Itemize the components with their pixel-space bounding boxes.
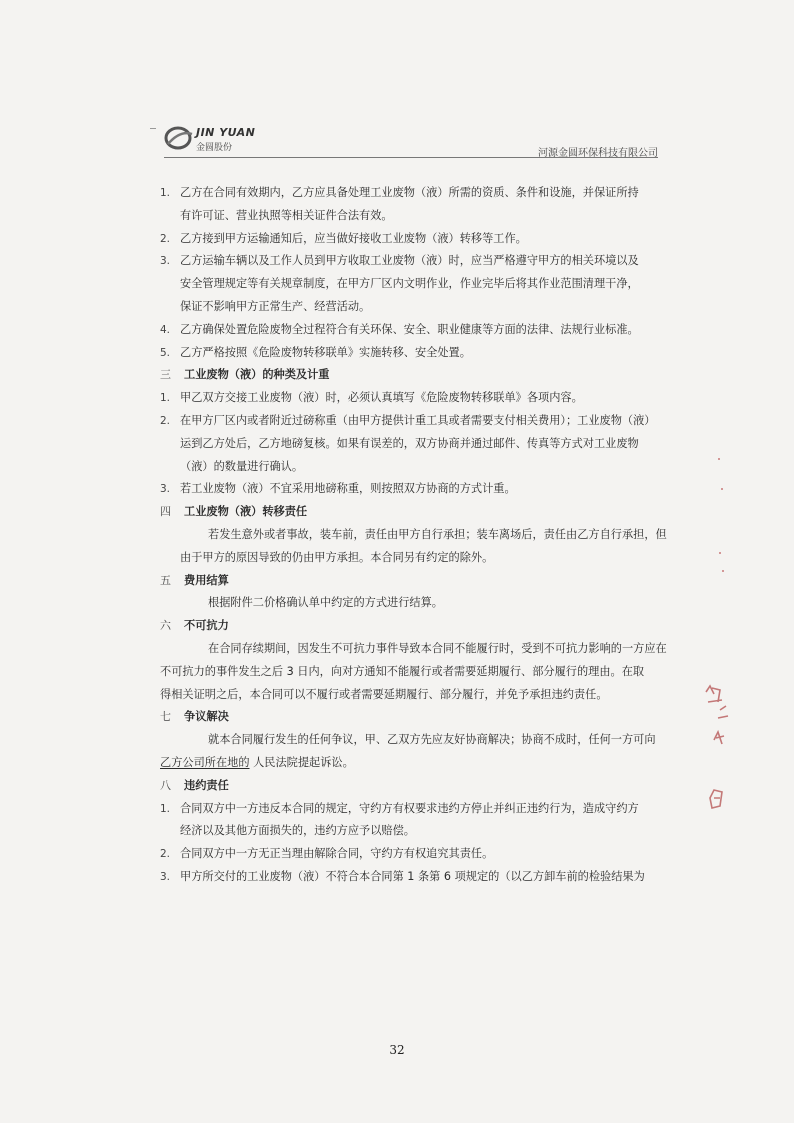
- seal-fragment-stamp: [700, 680, 740, 820]
- section-heading: [160, 775, 658, 798]
- contract-line: [160, 866, 658, 889]
- section-number: 六: [160, 619, 171, 633]
- item-number: 3.: [160, 870, 171, 883]
- section-heading: [160, 570, 658, 593]
- item-number: 1.: [160, 392, 171, 405]
- line-text: [160, 752, 658, 775]
- line-text: 由于甲方的原因导致的仍由甲方承担。本合同另有约定的除外。: [180, 550, 494, 564]
- item-number: 5.: [160, 346, 171, 359]
- contract-line: [160, 228, 658, 251]
- line-text: 合同双方中一方违反本合同的规定，守约方有权要求违约方停止并纠正违约行为，造成守约方: [180, 801, 639, 815]
- line-text: 安全管理规定等有关规章制度，在甲方厂区内文明作业，作业完毕后将其作业范围清理干净，: [180, 277, 639, 291]
- section-title: 不可抗力: [184, 619, 229, 633]
- line-text: 乙方确保处置危险废物全过程符合有关环保、安全、职业健康等方面的法律、法规行业标准。: [180, 322, 639, 336]
- line-text-rest: 人民法院提起诉讼。: [249, 755, 354, 769]
- section-title: 争议解决: [184, 710, 229, 724]
- contract-line: [160, 273, 658, 296]
- contract-line: [160, 592, 658, 615]
- page-number: 32: [389, 1043, 405, 1057]
- line-text: 乙方在合同有效期内，乙方应具备处理工业废物（液）所需的资质、条件和设施，并保证所持: [180, 186, 639, 199]
- contract-line: [160, 843, 658, 866]
- contract-line: [160, 433, 658, 456]
- contract-line: [160, 524, 667, 547]
- contract-line: [160, 410, 658, 433]
- logo-text-cn: 金圆股份: [196, 143, 233, 153]
- item-number: 1.: [160, 802, 171, 815]
- contract-line: [160, 684, 658, 707]
- section-title: 工业废物（液）的种类及计重: [184, 368, 330, 382]
- section-title: 费用结算: [184, 573, 229, 587]
- company-name: 河源金圆环保科技有限公司: [538, 148, 658, 159]
- contract-line: [160, 638, 667, 661]
- line-text: 在合同存续期间，因发生不可抗力事件导致本合同不能履行时，受到不可抗力影响的一方应在: [208, 641, 667, 655]
- contract-line: [160, 296, 658, 319]
- item-number: 4.: [160, 323, 171, 336]
- line-text: 就本合同履行发生的任何争议，甲、乙双方先应友好协商解决；协商不成时，任何一方可向: [208, 733, 656, 747]
- line-text: 甲方所交付的工业废物（液）不符合本合同第 1 条第 6 项规定的（以乙方卸车前的检验结果为: [180, 869, 645, 883]
- line-text: 在甲方厂区内或者附近过磅称重（由甲方提供计重工具或者需要支付相关费用）；工业废物（液）: [180, 413, 656, 427]
- scan-mark: [150, 128, 156, 133]
- logo-swirl-icon: [164, 124, 194, 152]
- line-text: 得相关证明之后，本合同可以不履行或者需要延期履行、部分履行，并免予承担违约责任。: [160, 687, 608, 701]
- section-title: 工业废物（液）转移责任: [184, 505, 308, 519]
- item-number: 3.: [160, 483, 171, 496]
- contract-line: [160, 478, 658, 501]
- contract-line: [160, 661, 658, 684]
- section-number: 三: [160, 368, 171, 382]
- line-text: 运到乙方处后，乙方地磅复核。如果有误差的，双方协商并通过邮件、传真等方式对工业废物: [180, 436, 639, 450]
- contract-line: [160, 250, 658, 273]
- line-text: 乙方运输车辆以及工作人员到甲方收取工业废物（液）时，应当严格遵守甲方的相关环境以及: [180, 254, 639, 268]
- line-text: 根据附件二价格确认单中约定的方式进行结算。: [208, 596, 443, 610]
- line-text: 甲乙双方交接工业废物（液）时，必须认真填写《危险废物转移联单》各项内容。: [180, 391, 583, 405]
- section-number: 四: [160, 505, 171, 519]
- section-heading: [160, 706, 658, 729]
- line-text: 若工业废物（液）不宜采用地磅称重，则按照双方协商的方式计重。: [180, 482, 516, 496]
- contract-line: [160, 729, 658, 752]
- company-logo: [164, 122, 284, 158]
- item-number: 3.: [160, 255, 171, 268]
- line-text: 乙方接到甲方运输通知后，应当做好接收工业废物（液）转移等工作。: [180, 231, 527, 245]
- section-heading: [160, 615, 658, 638]
- contract-line: [160, 456, 658, 479]
- logo-text-en: JIN YUAN: [196, 126, 256, 139]
- line-text: 经济以及其他方面损失的，违约方应予以赔偿。: [180, 824, 415, 838]
- line-text: 合同双方中一方无正当理由解除合同，守约方有权追究其责任。: [180, 847, 494, 861]
- section-heading: [160, 364, 658, 387]
- section-number: 八: [160, 778, 171, 792]
- section-number: 五: [160, 573, 171, 587]
- line-text: 不可抗力的事件发生之后 3 日内，向对方通知不能履行或者需要延期履行、部分履行的理由。在取: [160, 664, 645, 678]
- line-text: 有许可证、营业执照等相关证件合法有效。: [180, 208, 393, 222]
- line-text: （液）的数量进行确认。: [180, 459, 304, 473]
- contract-line: [160, 319, 658, 342]
- item-number: 2.: [160, 232, 171, 245]
- contract-line: [160, 342, 658, 365]
- contract-line: [160, 820, 658, 843]
- section-title: 违约责任: [184, 778, 229, 792]
- section-number: 七: [160, 710, 171, 724]
- contract-line: [160, 182, 658, 205]
- header-divider: [164, 157, 658, 158]
- item-number: 2.: [160, 414, 171, 427]
- line-text: 保证不影响甲方正常生产、经营活动。: [180, 299, 371, 313]
- contract-line: [160, 798, 658, 821]
- line-text: 若发生意外或者事故，装车前，责任由甲方自行承担；装车离场后，责任由乙方自行承担，但: [208, 527, 667, 541]
- line-text: 乙方严格按照《危险废物转移联单》实施转移、安全处置。: [180, 345, 471, 359]
- item-number: 2.: [160, 848, 171, 861]
- underlined-text: 乙方公司所在地的: [160, 755, 250, 769]
- section-heading: [160, 501, 658, 524]
- contract-line: [160, 387, 658, 410]
- contract-line: [160, 205, 658, 228]
- contract-body: [160, 182, 667, 889]
- contract-line: [160, 547, 658, 570]
- contract-line: [160, 752, 658, 775]
- item-number: 1.: [160, 187, 171, 199]
